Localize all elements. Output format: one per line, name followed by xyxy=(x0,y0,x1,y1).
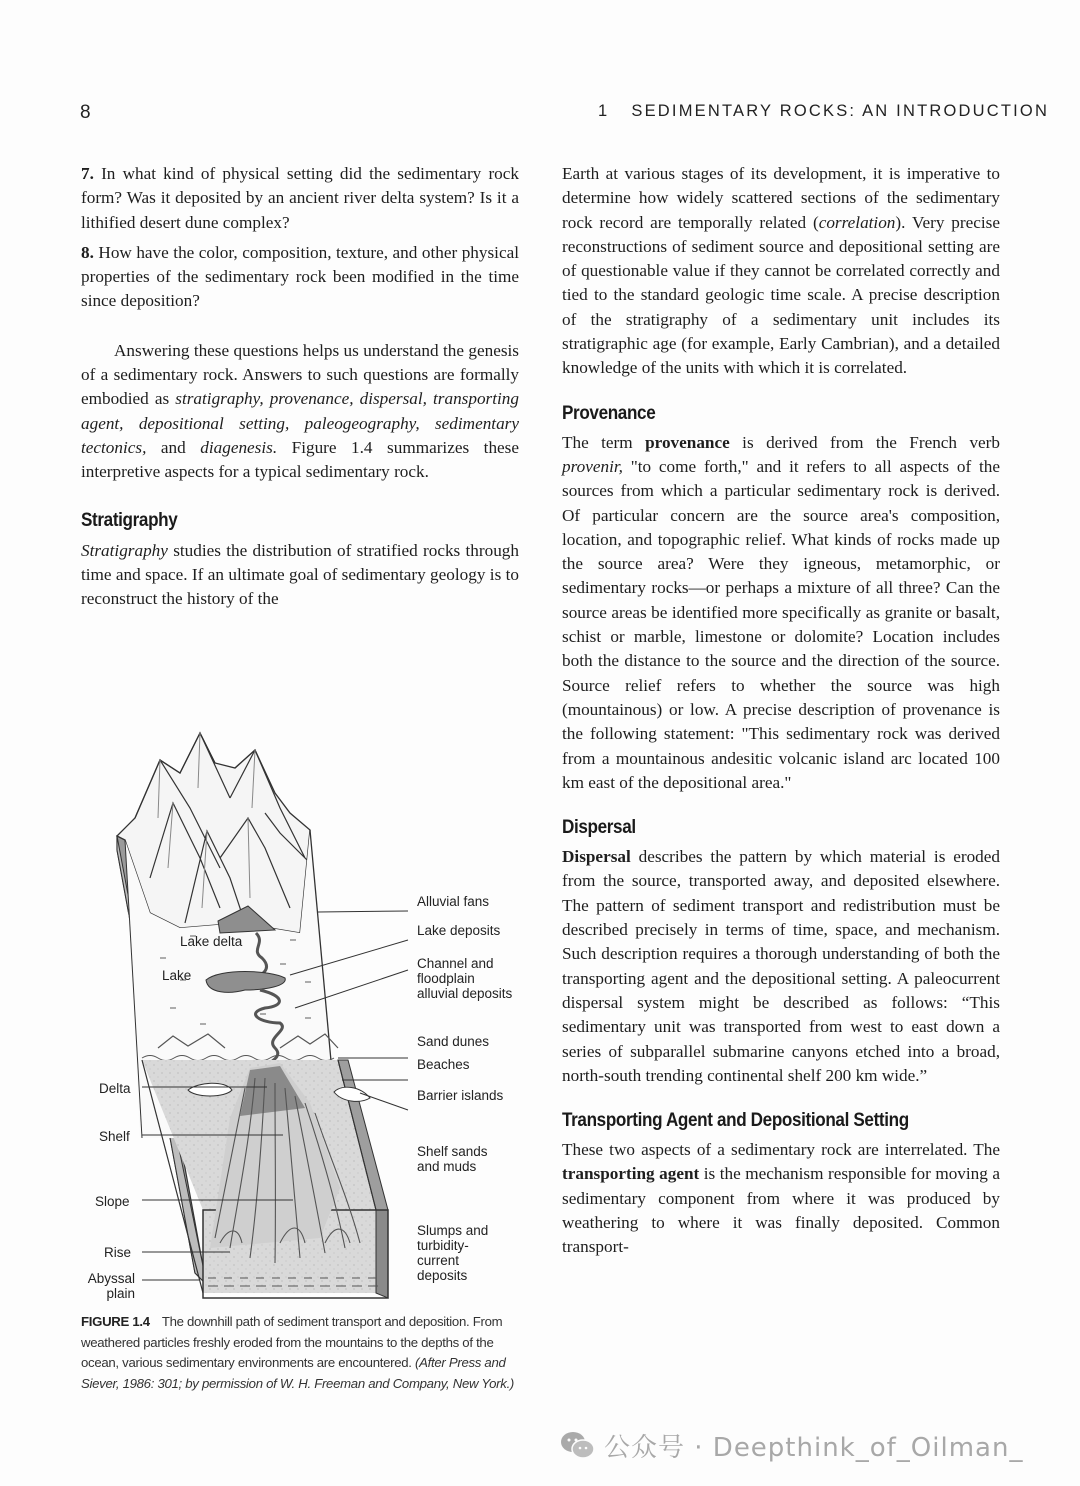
bold-term: Dispersal xyxy=(562,847,631,867)
text: "to come forth," and it refers to all aspects of the sources from which a particular sedimentary rock is derived. Of particular concern are the source area's composition, location, and topographic relief. What kinds of rocks made up the source area? Were they igneous, metamorphic, or sedimentary rocks—or perhaps a mixture of all three? Can the source areas be identified more specifically as granite or basalt, schist or marble, limestone or dolomite? Location includes both the distance to the source and the direction of the source. Source relief refers to whether the source was high (mountainous) or low. A precise description of provenance is the following statement: "This sedimentary rock was derived from a mountainous andesitic volcanic island arc located 100 km east of the depositional area." xyxy=(562,456,1000,792)
label-slumps-turbidity xyxy=(417,1223,488,1283)
label-lake: Lake xyxy=(162,968,192,983)
q7-text: In what kind of physical setting did the sedimentary rock form? Was it deposited by an ancient river delta system? Is it a lithified desert dune complex? xyxy=(81,164,519,232)
label-shelf-sands xyxy=(417,1144,488,1174)
dispersal-paragraph xyxy=(562,845,1000,1088)
label-sand-dunes: Sand dunes xyxy=(417,1034,490,1049)
label-channel-floodplain xyxy=(417,956,512,1001)
label-line: turbidity- xyxy=(417,1238,469,1253)
label-line: deposits xyxy=(417,1268,468,1283)
italic-term: diagenesis. xyxy=(200,437,278,457)
continued-paragraph xyxy=(562,162,1000,381)
label-lake-deposits: Lake deposits xyxy=(417,923,501,938)
wechat-icon xyxy=(560,1430,596,1460)
provenance-paragraph xyxy=(562,431,1000,795)
heading-stratigraphy: Stratigraphy xyxy=(81,509,178,531)
left-column xyxy=(81,162,519,611)
bold-term: provenance xyxy=(645,432,730,452)
text: is the mechanism responsible for moving a sedimentary component from where it was produced by weathering to where it was finally deposited. Common transport- xyxy=(562,1164,1000,1257)
label-delta: Delta xyxy=(99,1081,131,1096)
label-beaches: Beaches xyxy=(417,1057,470,1072)
label-line: Channel and xyxy=(417,956,494,971)
question-8 xyxy=(81,241,519,314)
heading-provenance: Provenance xyxy=(562,402,656,424)
heading-transporting-agent: Transporting Agent and Depositional Setting xyxy=(562,1110,909,1132)
italic-term: Stratigraphy xyxy=(81,540,168,560)
watermark xyxy=(560,1428,1023,1462)
figure-1-4-diagram xyxy=(80,718,550,1308)
label-line: Shelf sands xyxy=(417,1144,488,1159)
text: Answering these questions helps us understand the genesis of a sedimentary rock. Answers to such questions are formally embodied as xyxy=(81,340,519,409)
label-lake-delta: Lake delta xyxy=(180,934,243,949)
sediment-path-block-diagram xyxy=(80,718,550,1308)
label-slope: Slope xyxy=(95,1194,130,1209)
label-line: Slumps and xyxy=(417,1223,489,1238)
label-line: plain xyxy=(106,1286,135,1301)
running-head xyxy=(598,102,1049,121)
text: and xyxy=(146,437,201,457)
text: Figure 1.4 summarizes these interpretive aspects for a typical sedimentary rock. xyxy=(81,437,519,482)
figure-caption xyxy=(81,1312,531,1394)
label-line: alluvial deposits xyxy=(417,986,513,1001)
label-line: current xyxy=(417,1253,460,1268)
text: These two aspects of a sedimentary rock are interrelated. The xyxy=(562,1140,1000,1160)
label-line: Abyssal xyxy=(87,1271,135,1286)
label-barrier-islands: Barrier islands xyxy=(417,1088,504,1103)
text: studies the distribution of stratified rocks through time and space. If an ultimate goal of sedimentary geology is to reconstruct the history of the xyxy=(81,540,519,609)
italic-term: provenir, xyxy=(562,456,623,476)
caption-credit: (After Press and Siever, 1986: 301; by permission of W. H. Freeman and Company, New York.) xyxy=(81,1355,515,1391)
page-number: 8 xyxy=(80,102,91,123)
question-7 xyxy=(81,162,519,235)
italic-terms: stratigraphy, provenance, dispersal, transporting agent, depositional setting, paleogeography, sedimentary tectonics, xyxy=(81,389,519,457)
text: is derived from the French verb xyxy=(729,432,1000,452)
label-alluvial-fans: Alluvial fans xyxy=(417,894,490,909)
stratigraphy-paragraph xyxy=(81,539,519,612)
text: Earth at various stages of its development, it is imperative to determine how widely scattered sections of the sedimentary rock record are temporally related ( xyxy=(562,164,1000,232)
watermark-text: 公众号 · Deepthink_of_Oilman_ xyxy=(604,1432,1024,1463)
chapter-title: SEDIMENTARY ROCKS: AN INTRODUCTION xyxy=(631,102,1050,120)
label-rise: Rise xyxy=(104,1245,132,1260)
text: describes the pattern by which material is eroded from the source, transported away, and deposited elsewhere. The pattern of sediment transport and redistribution must be described precisely in terms of time, space, and mechanism. Such description requires a thorough understanding of both the transporting agent and the depositional setting. A paleocurrent dispersal system might be described as follows: “This sedimentary unit was transported from west to east down a series of subparallel submarine canyons etched into a broad, north-south trending continental shelf 200 km wide.” xyxy=(562,847,1000,1085)
label-abyssal-plain xyxy=(81,1271,135,1301)
bold-term: transporting agent xyxy=(562,1164,700,1184)
chapter-number: 1 xyxy=(598,102,610,120)
q7-number: 7. xyxy=(81,164,94,183)
heading-dispersal: Dispersal xyxy=(562,817,636,839)
right-column xyxy=(562,162,1000,1260)
figure-number: FIGURE 1.4 xyxy=(81,1314,150,1329)
text: ). Very precise reconstructions of sediment source and depositional setting are of questionable value if they cannot be correlated correctly and tied to the standard geologic time scale. A precise description of the stratigraphy of a sedimentary unit includes its stratigraphic age (for example, Early Cambrian), and a detailed knowledge of the units with which it is correlated. xyxy=(562,212,1000,378)
label-shelf: Shelf xyxy=(99,1129,130,1144)
q8-text: How have the color, composition, texture, and other physical properties of the sedimentary rock been modified in the time since deposition? xyxy=(81,242,519,311)
label-line: floodplain xyxy=(417,971,475,986)
q8-number: 8. xyxy=(81,242,94,262)
transport-paragraph xyxy=(562,1138,1000,1259)
caption-text: The downhill path of sediment transport and deposition. From weathered particles freshly eroded from the mountains to the depths of the ocean, various sedimentary environments are encountered. xyxy=(81,1314,503,1370)
italic-term: correlation xyxy=(818,212,896,232)
label-line: and muds xyxy=(417,1159,477,1174)
answering-paragraph xyxy=(81,339,519,485)
text: The term xyxy=(562,432,646,452)
